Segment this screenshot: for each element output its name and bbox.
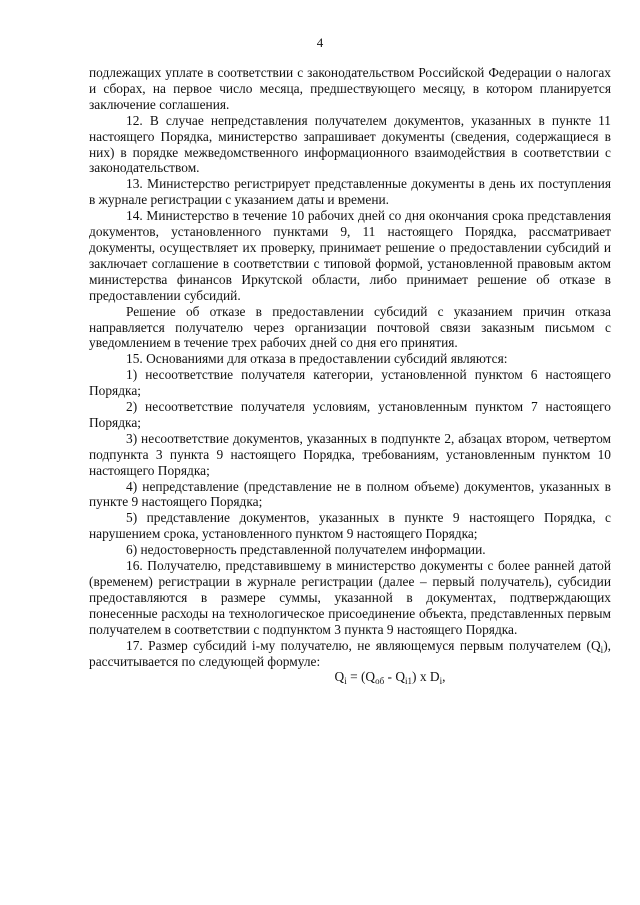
formula-multiply: ) x D bbox=[412, 669, 440, 685]
formula-q: Q bbox=[334, 669, 345, 685]
paragraph-12: 12. В случае непредставления получателем документов, указанных в пункте 11 настоящего Порядка, министерство запрашивает документы (сведения, содержащиеся в них) в порядке межведомственного информационного взаимодействия в соответствии с законодательством. bbox=[89, 112, 611, 176]
paragraph-17-subscript: i bbox=[600, 644, 604, 655]
list-item-15-3: 3) несоответствие документов, указанных в подпункте 2, абзацах втором, четвертом подпункта 3 пункта 9 настоящего Порядка, требованиям, установленным пунктом 10 настоящего Порядка; bbox=[89, 430, 611, 478]
document-body bbox=[89, 65, 611, 685]
subsidy-formula bbox=[89, 669, 611, 685]
paragraph-14: 14. Министерство в течение 10 рабочих дней со дня окончания срока представления документов, установленного пунктами 9, 11 настоящего Порядка, рассматривает документы, осуществляет их проверку, принимает решение о предоставлении субсидий и заключает соглашение в соответствии с типовой формой, установленной правовым актом министерства финансов Иркутской области, либо принимает решение об отказе в предоставлении субсидий. bbox=[89, 208, 611, 303]
formula-equals: = (Q bbox=[346, 669, 376, 685]
formula-qi1-subscript: i1 bbox=[405, 676, 413, 687]
formula-q-subscript: i bbox=[344, 676, 347, 687]
paragraph-16: 16. Получателю, представившему в министерство документы с более ранней датой (временем) регистрации в журнале регистрации (далее – первый получатель), субсидии предоставляются в размере суммы, указанной в документах, подтверждающих понесенные расходы на технологическое присоединение объекта, представленных первым получателем в соответствии с подпунктом 3 пункта 9 настоящего Порядка. bbox=[89, 558, 611, 637]
formula-d-subscript: i bbox=[439, 676, 443, 687]
paragraph-continuation: подлежащих уплате в соответствии с законодательством Российской Федерации о налогах и сборах, на первое число месяца, предшествующего месяцу, в котором планируется заключение соглашения. bbox=[89, 65, 611, 112]
formula-tail: , bbox=[442, 669, 446, 685]
list-item-15-2: 2) несоответствие получателя условиям, установленным пунктом 7 настоящего Порядка; bbox=[89, 399, 611, 430]
page-number: 4 bbox=[316, 35, 324, 50]
formula-qob-subscript: об bbox=[375, 676, 385, 687]
list-item-15-1: 1) несоответствие получателя категории, установленной пунктом 6 настоящего Порядка; bbox=[89, 367, 611, 399]
paragraph-refusal-notice: Решение об отказе в предоставлении субсидий с указанием причин отказа направляется получателю через организации почтовой связи заказным письмом с уведомлением в течение трех рабочих дней со дня его принятия. bbox=[89, 303, 611, 351]
list-item-15-6: 6) недостоверность представленной получателем информации. bbox=[126, 542, 486, 558]
paragraph-13: 13. Министерство регистрирует представленные документы в день их поступления в журнале регистрации с указанием даты и времени. bbox=[89, 176, 611, 208]
formula-minus: - Q bbox=[384, 669, 406, 685]
paragraph-17-text-start: 17. Размер субсидий i-му получателю, не являющемуся первым получателем (Q bbox=[126, 637, 601, 653]
list-item-15-5: 5) представление документов, указанных в пункте 9 настоящего Порядка, с нарушением срока, установленного пунктом 9 настоящего Порядка; bbox=[89, 510, 611, 542]
paragraph-17-text-end: ), рассчитывается по следующей формуле: bbox=[89, 637, 611, 669]
paragraph-15: 15. Основаниями для отказа в предоставлении субсидий являются: bbox=[126, 351, 508, 367]
paragraph-17 bbox=[89, 638, 611, 670]
list-item-15-4: 4) непредставление (представление не в полном объеме) документов, указанных в пункте 9 настоящего Порядка; bbox=[89, 478, 611, 510]
